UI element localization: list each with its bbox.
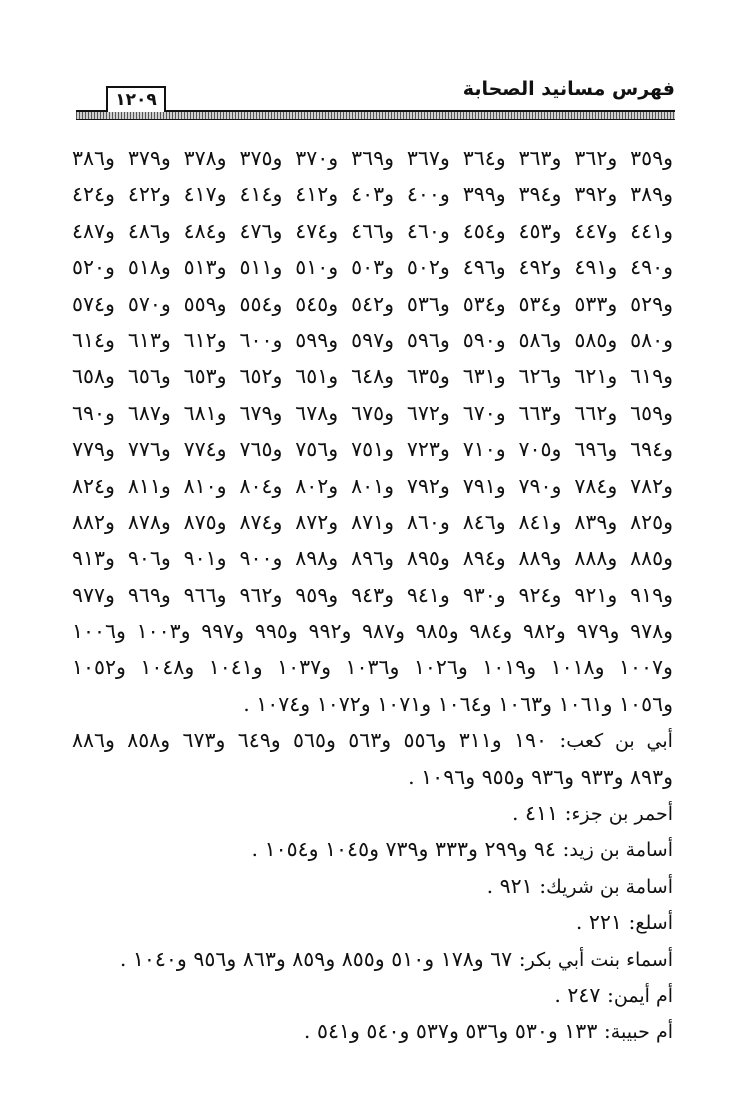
entry-umm-habiba: [72, 1013, 673, 1049]
index-line: و٣٥٩ و٣٦٢ و٣٦٣ و٣٦٤ و٣٦٧ و٣٦٩ و٣٧٠ و٣٧٥ و٣٧٨ و٣٧٩ و٣٨٦: [72, 146, 673, 170]
index-line: و٥٨٠ و٥٨٥ و٥٨٦ و٥٩٠ و٥٩٦ و٥٩٧ و٥٩٩ و٦٠٠ و٦١٢ و٦١٣ و٦١٤: [72, 327, 673, 352]
index-line: و٨٢٥ و٨٣٩ و٨٤١ و٨٤٦ و٨٦٠ و٨٧١ و٨٧٢ و٨٧٤ و٨٧٥ و٨٧٨ و٨٨٢: [72, 509, 673, 534]
entry-name: أم حبيبة: [610, 1021, 673, 1044]
index-line: و١٠٥٦ و١٠٦١ و١٠٦٣ و١٠٦٤ و١٠٧١ و١٠٧٢ و١٠٧٤ .: [243, 691, 673, 716]
entry-ahmar: [72, 795, 673, 831]
entry-refs: : ٩٤ و٢٩٩ و٣٣٣ و٧٣٩ و١٠٤٥ و١٠٥٤ .: [251, 837, 570, 862]
entry-usama-sharik: [72, 868, 673, 904]
entry-name: أسامة بن شريك: [546, 875, 673, 898]
entry-refs: : ١٣٣ و٥٣٠ و٥٣٦ و٥٣٧ و٥٤٠ و٥٤١ .: [303, 1019, 611, 1044]
entry-aslaa: [72, 904, 673, 940]
entry-name: أم أيمن: [613, 984, 673, 1007]
index-content: [72, 140, 673, 1050]
index-line: و٩٧٨ و٩٧٩ و٩٨٢ و٩٨٤ و٩٨٥ و٩٨٧ و٩٩٢ و٩٩٥ و٩٩٧ و١٠٠٣ و١٠٠٦: [72, 619, 673, 644]
entry-refs: : ٢٤٧ .: [554, 982, 614, 1007]
page-header: [76, 78, 675, 122]
entry-umm-ayman: [72, 977, 673, 1013]
index-line: و٦٥٩ و٦٦٢ و٦٦٣ و٦٧٠ و٦٧٢ و٦٧٥ و٦٧٨ و٦٧٩ و٦٨١ و٦٨٧ و٦٩٠: [72, 400, 673, 425]
entry-name: أبي بن كعب: [566, 730, 673, 753]
index-line: و٦١٩ و٦٢١ و٦٢٦ و٦٣١ و٦٣٥ و٦٤٨ و٦٥١ و٦٥٢ و٦٥٣ و٦٥٦ و٦٥٨: [72, 364, 673, 389]
entry-name: أسماء بنت أبي بكر: [525, 948, 673, 971]
index-line: و٩١٩ و٩٢١ و٩٢٤ و٩٣٠ و٩٤١ و٩٤٣ و٩٥٩ و٩٦٢ و٩٦٦ و٩٦٩ و٩٧٧: [72, 582, 673, 607]
index-line: و٦٩٤ و٦٩٦ و٧٠٥ و٧١٠ و٧٢٣ و٧٥١ و٧٥٦ و٧٦٥ و٧٧٤ و٧٧٦ و٧٧٩: [72, 437, 673, 462]
entry-name: أحمر بن جزء: [571, 803, 673, 826]
entry-name: أسامة بن زيد: [569, 839, 673, 862]
entry-refs: : ٢٢١ .: [575, 910, 636, 935]
entry-usama-zayd: [72, 831, 673, 867]
entry-name: أسلع: [635, 912, 673, 935]
index-line: و٥٢٩ و٥٣٣ و٥٣٤ و٥٣٤ و٥٣٦ و٥٤٢ و٥٤٥ و٥٥٤ و٥٥٩ و٥٧٠ و٥٧٤: [72, 291, 673, 316]
entry-ubayy-line-1: [72, 722, 673, 758]
entry-refs: : ٩٢١ .: [486, 873, 547, 898]
entry-refs: : ٤١١ .: [511, 801, 572, 826]
entry-refs: : ١٩٠ و٣١١ و٥٥٦ و٥٦٣ و٥٦٥ و٦٤٩ و٦٧٣ و٨٥٨ و٨٨٦: [72, 728, 567, 753]
index-line: و٣٨٩ و٣٩٢ و٣٩٤ و٣٩٩ و٤٠٠ و٤٠٣ و٤١٢ و٤١٤ و٤١٧ و٤٢٢ و٤٢٤: [72, 182, 673, 207]
entry-refs: : ٦٧ و١٧٨ و٥١٠ و٨٥٥ و٨٥٩ و٨٦٣ و٩٥٦ و١٠٤٠ .: [119, 946, 526, 971]
index-line: و٨٨٥ و٨٨٨ و٨٨٩ و٨٩٤ و٨٩٥ و٨٩٦ و٨٩٨ و٩٠٠ و٩٠١ و٩٠٦ و٩١٣: [72, 546, 673, 571]
entry-ubayy-line-2: و٨٩٣ و٩٣٣ و٩٣٦ و٩٥٥ و١٠٩٦ .: [408, 764, 673, 789]
page-number: ١٢٠٩: [106, 86, 166, 112]
running-title: فهرس مسانيد الصحابة: [462, 78, 675, 100]
index-line: و٤٤١ و٤٤٧ و٤٥٣ و٤٥٤ و٤٦٠ و٤٦٦ و٤٧٤ و٤٧٦ و٤٨٤ و٤٨٦ و٤٨٧: [72, 218, 673, 243]
index-line: و٤٩٠ و٤٩١ و٤٩٢ و٤٩٦ و٥٠٢ و٥٠٣ و٥١٠ و٥١١ و٥١٣ و٥١٨ و٥٢٠: [72, 255, 673, 280]
entry-asma: [72, 941, 673, 977]
index-line: و٧٨٢ و٧٨٤ و٧٩٠ و٧٩١ و٧٩٢ و٨٠١ و٨٠٢ و٨٠٤ و٨١٠ و٨١١ و٨٢٤: [72, 473, 673, 498]
index-line: و١٠٠٧ و١٠١٨ و١٠١٩ و١٠٢٦ و١٠٣٦ و١٠٣٧ و١٠٤١ و١٠٤٨ و١٠٥٢: [72, 655, 673, 680]
